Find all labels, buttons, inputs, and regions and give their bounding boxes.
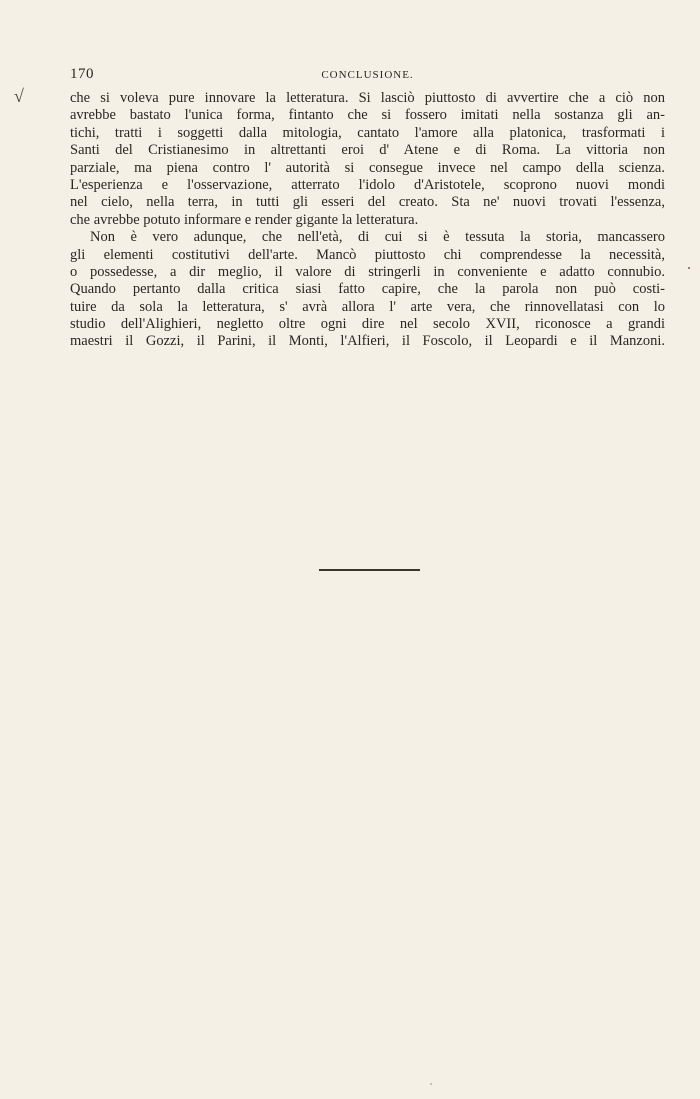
margin-speck	[688, 267, 690, 269]
body-text	[70, 90, 665, 351]
text-line: che avrebbe potuto informare e render gigante la letteratura.	[70, 211, 419, 228]
page-number: 170	[70, 66, 94, 82]
text-line: maestri il Gozzi, il Parini, il Monti, l'Alfieri, il Foscolo, il Leopardi e il Manzoni.	[70, 333, 665, 350]
text-line: Non è vero adunque, che nell'età, di cui si è tessuta la storia, mancassero	[90, 229, 665, 246]
text-line: tuire da sola la letteratura, s' avrà allora l' arte vera, che rinnovellatasi con lo	[70, 298, 665, 315]
text-line: tichi, tratti i soggetti dalla mitologia, cantato l'amore alla platonica, trasformati i	[70, 124, 665, 141]
paragraph-2	[70, 229, 665, 351]
text-line: gli elementi costitutivi dell'arte. Mancò piuttosto chi comprendesse la necessità,	[70, 246, 665, 263]
text-line: nel cielo, nella terra, in tutti gli esseri del creato. Sta ne' nuovi trovati l'essenza,	[70, 194, 665, 211]
paragraph-1	[70, 90, 665, 229]
margin-check-mark: √	[14, 86, 24, 106]
section-end-rule	[319, 569, 420, 571]
paper-speck	[430, 1083, 432, 1085]
text-line: Quando pertanto dalla critica siasi fatto capire, che la parola non può costi-	[70, 281, 665, 298]
text-line: parziale, ma piena contro l' autorità si consegue invece nel campo della scienza.	[70, 159, 665, 176]
running-head: CONCLUSIONE.	[321, 69, 414, 81]
text-line: che si voleva pure innovare la letteratura. Si lasciò piuttosto di avvertire che a ciò non	[70, 90, 665, 106]
page-header	[70, 66, 665, 86]
text-line: L'esperienza e l'osservazione, atterrato l'idolo d'Aristotele, scoprono nuovi mondi	[70, 176, 665, 193]
text-line: studio dell'Alighieri, negletto oltre ogni dire nel secolo XVII, riconosce a grandi	[70, 316, 665, 333]
text-line: avrebbe bastato l'unica forma, fintanto che si fossero imitati nella sostanza gli an-	[70, 107, 665, 124]
text-line: o possedesse, a dir meglio, il valore di stringerli in conveniente e adatto connubio.	[70, 263, 665, 280]
text-line: Santi del Cristianesimo in altrettanti eroi d' Atene e di Roma. La vittoria non	[70, 142, 665, 159]
